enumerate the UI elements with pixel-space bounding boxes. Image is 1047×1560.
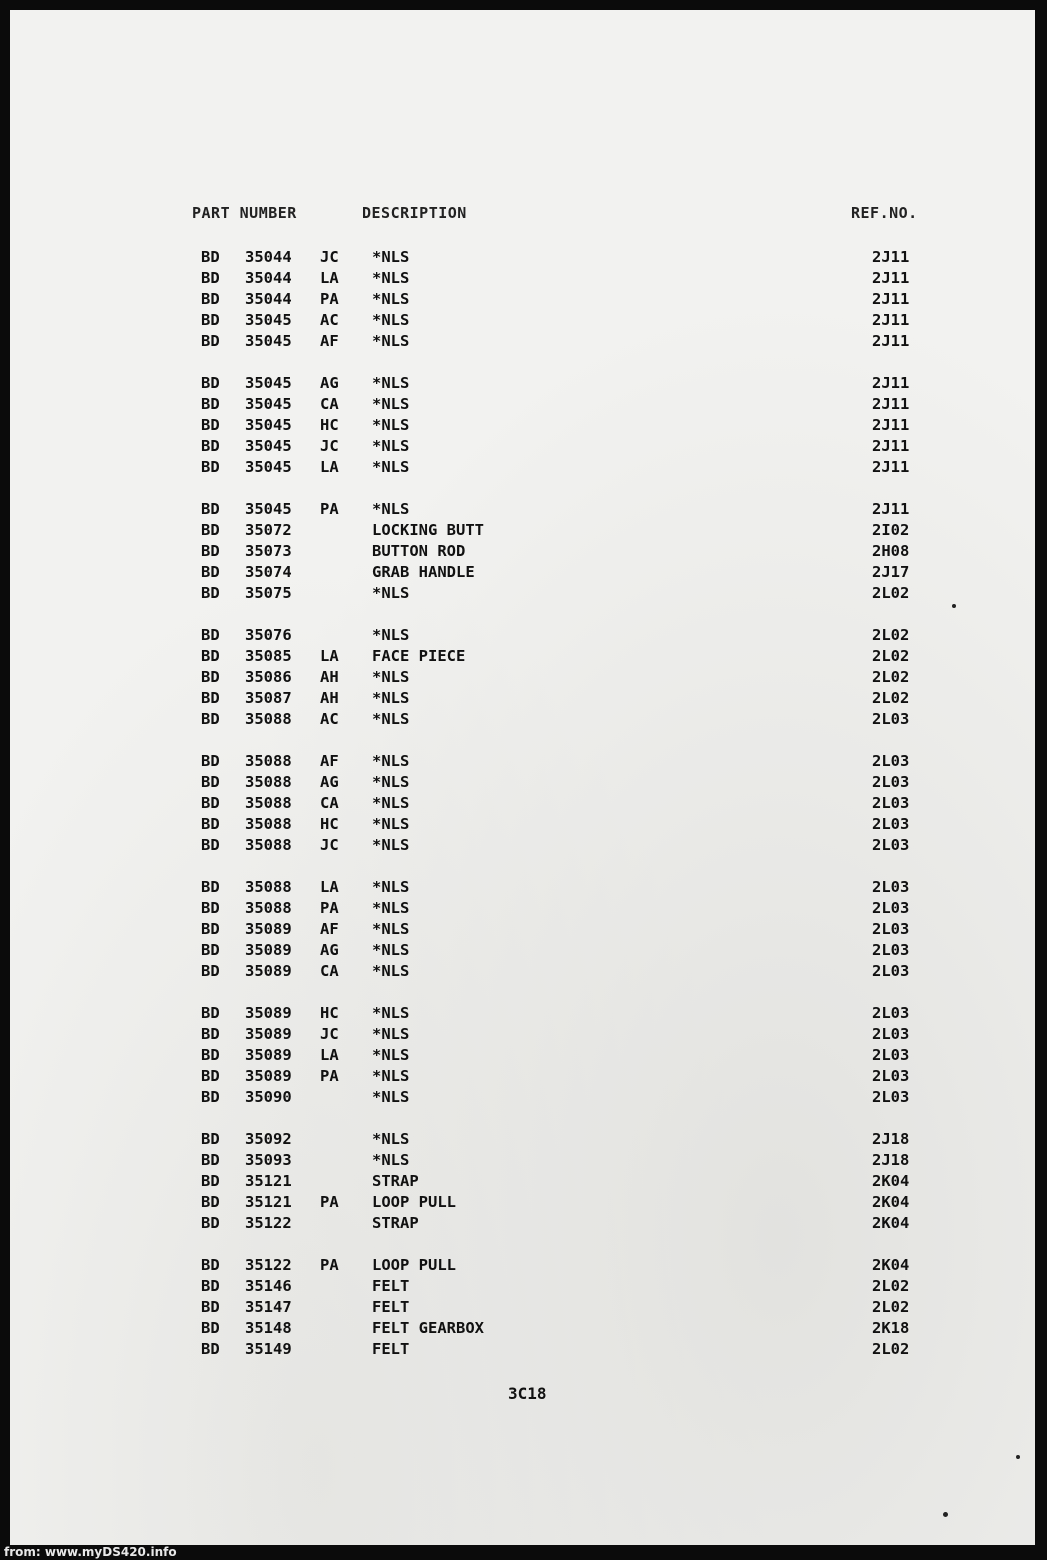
part-prefix: BD	[201, 1319, 220, 1337]
part-description: *NLS	[372, 878, 410, 896]
part-description: *NLS	[372, 332, 410, 350]
part-suffix: CA	[320, 794, 339, 812]
part-suffix: LA	[320, 458, 339, 476]
part-prefix: BD	[201, 332, 220, 350]
part-prefix: BD	[201, 248, 220, 266]
part-suffix: AF	[320, 920, 339, 938]
part-description: *NLS	[372, 815, 410, 833]
ref-number: 2J11	[872, 416, 910, 434]
ref-number: 2J17	[872, 563, 910, 581]
scan-speck	[1016, 1455, 1020, 1459]
table-row	[0, 668, 1047, 688]
part-prefix: BD	[201, 1004, 220, 1022]
table-row	[0, 920, 1047, 940]
ref-number: 2J11	[872, 269, 910, 287]
ref-number: 2L02	[872, 647, 910, 665]
ref-number: 2L03	[872, 1067, 910, 1085]
part-number: 35073	[245, 542, 292, 560]
part-suffix: AG	[320, 374, 339, 392]
part-suffix: JC	[320, 437, 339, 455]
part-prefix: BD	[201, 1025, 220, 1043]
ref-number: 2L02	[872, 584, 910, 602]
part-suffix: AF	[320, 332, 339, 350]
part-suffix: HC	[320, 1004, 339, 1022]
part-description: *NLS	[372, 248, 410, 266]
part-number: 35045	[245, 500, 292, 518]
ref-number: 2L03	[872, 878, 910, 896]
part-description: *NLS	[372, 311, 410, 329]
ref-number: 2K04	[872, 1256, 910, 1274]
part-prefix: BD	[201, 395, 220, 413]
part-description: FELT	[372, 1298, 410, 1316]
part-prefix: BD	[201, 752, 220, 770]
table-row	[0, 710, 1047, 730]
table-row	[0, 563, 1047, 583]
part-number: 35088	[245, 710, 292, 728]
ref-number: 2L03	[872, 1025, 910, 1043]
part-prefix: BD	[201, 1088, 220, 1106]
part-prefix: BD	[201, 1172, 220, 1190]
part-number: 35045	[245, 311, 292, 329]
part-description: *NLS	[372, 1046, 410, 1064]
table-row	[0, 626, 1047, 646]
part-description: *NLS	[372, 395, 410, 413]
part-number: 35089	[245, 962, 292, 980]
part-prefix: BD	[201, 794, 220, 812]
table-row	[0, 332, 1047, 352]
table-row	[0, 1151, 1047, 1171]
part-prefix: BD	[201, 836, 220, 854]
part-suffix: LA	[320, 878, 339, 896]
part-prefix: BD	[201, 1046, 220, 1064]
part-prefix: BD	[201, 1151, 220, 1169]
ref-number: 2J18	[872, 1151, 910, 1169]
part-prefix: BD	[201, 458, 220, 476]
ref-number: 2L03	[872, 1004, 910, 1022]
part-prefix: BD	[201, 311, 220, 329]
ref-number: 2K18	[872, 1319, 910, 1337]
ref-number: 2L02	[872, 689, 910, 707]
part-prefix: BD	[201, 563, 220, 581]
part-prefix: BD	[201, 962, 220, 980]
part-number: 35045	[245, 374, 292, 392]
header-part-number: PART NUMBER	[192, 204, 297, 222]
table-row	[0, 521, 1047, 541]
ref-number: 2J11	[872, 437, 910, 455]
part-prefix: BD	[201, 542, 220, 560]
ref-number: 2L03	[872, 752, 910, 770]
part-number: 35085	[245, 647, 292, 665]
part-suffix: HC	[320, 416, 339, 434]
part-number: 35044	[245, 269, 292, 287]
part-number: 35045	[245, 437, 292, 455]
table-row	[0, 647, 1047, 667]
part-suffix: LA	[320, 269, 339, 287]
part-prefix: BD	[201, 1214, 220, 1232]
part-description: *NLS	[372, 668, 410, 686]
ref-number: 2J18	[872, 1130, 910, 1148]
part-description: *NLS	[372, 1130, 410, 1148]
part-prefix: BD	[201, 290, 220, 308]
table-row	[0, 899, 1047, 919]
part-description: *NLS	[372, 1151, 410, 1169]
part-description: LOOP PULL	[372, 1256, 456, 1274]
table-row	[0, 1025, 1047, 1045]
part-number: 35149	[245, 1340, 292, 1358]
table-row	[0, 815, 1047, 835]
ref-number: 2L02	[872, 626, 910, 644]
part-description: FACE PIECE	[372, 647, 466, 665]
part-suffix: AC	[320, 710, 339, 728]
ref-number: 2L03	[872, 1046, 910, 1064]
ref-number: 2I02	[872, 521, 910, 539]
part-number: 35088	[245, 794, 292, 812]
part-prefix: BD	[201, 1193, 220, 1211]
part-number: 35092	[245, 1130, 292, 1148]
ref-number: 2L03	[872, 815, 910, 833]
part-prefix: BD	[201, 899, 220, 917]
part-prefix: BD	[201, 416, 220, 434]
part-description: LOOP PULL	[372, 1193, 456, 1211]
table-row	[0, 1214, 1047, 1234]
table-row	[0, 416, 1047, 436]
table-row	[0, 773, 1047, 793]
table-row	[0, 1340, 1047, 1360]
part-number: 35122	[245, 1256, 292, 1274]
part-number: 35122	[245, 1214, 292, 1232]
ref-number: 2J11	[872, 290, 910, 308]
table-row	[0, 395, 1047, 415]
part-number: 35089	[245, 920, 292, 938]
part-description: STRAP	[372, 1172, 419, 1190]
part-number: 35045	[245, 416, 292, 434]
table-row	[0, 269, 1047, 289]
ref-number: 2L03	[872, 794, 910, 812]
part-number: 35093	[245, 1151, 292, 1169]
part-prefix: BD	[201, 269, 220, 287]
part-prefix: BD	[201, 920, 220, 938]
ref-number: 2L02	[872, 1340, 910, 1358]
part-number: 35089	[245, 941, 292, 959]
part-description: *NLS	[372, 773, 410, 791]
part-description: FELT	[372, 1277, 410, 1295]
part-number: 35121	[245, 1193, 292, 1211]
part-prefix: BD	[201, 626, 220, 644]
part-number: 35088	[245, 752, 292, 770]
ref-number: 2L03	[872, 1088, 910, 1106]
table-row	[0, 752, 1047, 772]
part-suffix: PA	[320, 290, 339, 308]
part-description: *NLS	[372, 752, 410, 770]
part-prefix: BD	[201, 584, 220, 602]
ref-number: 2J11	[872, 332, 910, 350]
part-prefix: BD	[201, 1256, 220, 1274]
part-prefix: BD	[201, 500, 220, 518]
part-prefix: BD	[201, 815, 220, 833]
part-number: 35044	[245, 248, 292, 266]
part-prefix: BD	[201, 1340, 220, 1358]
table-row	[0, 584, 1047, 604]
ref-number: 2J11	[872, 458, 910, 476]
part-suffix: HC	[320, 815, 339, 833]
table-row	[0, 1193, 1047, 1213]
part-number: 35045	[245, 332, 292, 350]
part-suffix: AF	[320, 752, 339, 770]
ref-number: 2J11	[872, 395, 910, 413]
table-row	[0, 437, 1047, 457]
part-suffix: CA	[320, 395, 339, 413]
part-number: 35090	[245, 1088, 292, 1106]
ref-number: 2L03	[872, 710, 910, 728]
source-footer: from: www.myDS420.info	[4, 1545, 177, 1559]
part-number: 35147	[245, 1298, 292, 1316]
table-row	[0, 374, 1047, 394]
part-suffix: JC	[320, 1025, 339, 1043]
table-row	[0, 962, 1047, 982]
ref-number: 2H08	[872, 542, 910, 560]
page-number: 3C18	[508, 1384, 547, 1403]
part-number: 35088	[245, 815, 292, 833]
part-number: 35088	[245, 878, 292, 896]
table-row	[0, 794, 1047, 814]
part-description: *NLS	[372, 836, 410, 854]
part-suffix: PA	[320, 1067, 339, 1085]
part-number: 35088	[245, 836, 292, 854]
part-prefix: BD	[201, 878, 220, 896]
part-number: 35044	[245, 290, 292, 308]
header-ref-no: REF.NO.	[851, 204, 918, 222]
part-suffix: JC	[320, 836, 339, 854]
part-description: *NLS	[372, 1088, 410, 1106]
part-prefix: BD	[201, 710, 220, 728]
part-suffix: JC	[320, 248, 339, 266]
part-suffix: CA	[320, 962, 339, 980]
part-number: 35089	[245, 1067, 292, 1085]
part-number: 35088	[245, 773, 292, 791]
part-description: *NLS	[372, 1067, 410, 1085]
part-number: 35076	[245, 626, 292, 644]
table-row	[0, 248, 1047, 268]
part-description: *NLS	[372, 290, 410, 308]
part-description: *NLS	[372, 374, 410, 392]
part-description: *NLS	[372, 941, 410, 959]
part-prefix: BD	[201, 1298, 220, 1316]
table-row	[0, 941, 1047, 961]
part-number: 35148	[245, 1319, 292, 1337]
part-number: 35089	[245, 1025, 292, 1043]
part-number: 35089	[245, 1004, 292, 1022]
ref-number: 2K04	[872, 1214, 910, 1232]
scan-speck	[943, 1512, 948, 1517]
part-prefix: BD	[201, 1130, 220, 1148]
part-number: 35075	[245, 584, 292, 602]
header-description: DESCRIPTION	[362, 204, 467, 222]
table-row	[0, 836, 1047, 856]
part-number: 35121	[245, 1172, 292, 1190]
part-description: *NLS	[372, 899, 410, 917]
table-row	[0, 1277, 1047, 1297]
part-description: STRAP	[372, 1214, 419, 1232]
part-description: *NLS	[372, 458, 410, 476]
part-description: *NLS	[372, 710, 410, 728]
part-description: *NLS	[372, 500, 410, 518]
ref-number: 2L02	[872, 1298, 910, 1316]
part-prefix: BD	[201, 1067, 220, 1085]
ref-number: 2L03	[872, 941, 910, 959]
part-number: 35045	[245, 395, 292, 413]
table-row	[0, 1067, 1047, 1087]
part-description: FELT	[372, 1340, 410, 1358]
part-suffix: AC	[320, 311, 339, 329]
table-row	[0, 1004, 1047, 1024]
table-row	[0, 500, 1047, 520]
table-row	[0, 1298, 1047, 1318]
part-prefix: BD	[201, 1277, 220, 1295]
ref-number: 2L02	[872, 668, 910, 686]
part-description: *NLS	[372, 1025, 410, 1043]
part-number: 35088	[245, 899, 292, 917]
ref-number: 2K04	[872, 1172, 910, 1190]
ref-number: 2L03	[872, 962, 910, 980]
part-number: 35089	[245, 1046, 292, 1064]
table-row	[0, 689, 1047, 709]
table-row	[0, 1172, 1047, 1192]
table-row	[0, 1046, 1047, 1066]
part-prefix: BD	[201, 647, 220, 665]
table-row	[0, 1088, 1047, 1108]
part-prefix: BD	[201, 668, 220, 686]
part-suffix: PA	[320, 500, 339, 518]
part-suffix: LA	[320, 647, 339, 665]
table-row	[0, 458, 1047, 478]
table-row	[0, 1256, 1047, 1276]
part-description: *NLS	[372, 269, 410, 287]
part-description: *NLS	[372, 437, 410, 455]
part-number: 35045	[245, 458, 292, 476]
table-row	[0, 1319, 1047, 1339]
part-description: *NLS	[372, 920, 410, 938]
part-description: *NLS	[372, 1004, 410, 1022]
ref-number: 2J11	[872, 374, 910, 392]
part-description: *NLS	[372, 689, 410, 707]
part-description: LOCKING BUTT	[372, 521, 484, 539]
part-prefix: BD	[201, 374, 220, 392]
part-description: FELT GEARBOX	[372, 1319, 484, 1337]
ref-number: 2L02	[872, 1277, 910, 1295]
ref-number: 2L03	[872, 773, 910, 791]
part-prefix: BD	[201, 941, 220, 959]
table-row	[0, 311, 1047, 331]
table-row	[0, 878, 1047, 898]
part-description: *NLS	[372, 794, 410, 812]
part-suffix: PA	[320, 1256, 339, 1274]
part-number: 35074	[245, 563, 292, 581]
part-suffix: AH	[320, 668, 339, 686]
part-suffix: LA	[320, 1046, 339, 1064]
part-description: *NLS	[372, 962, 410, 980]
part-suffix: PA	[320, 899, 339, 917]
ref-number: 2J11	[872, 311, 910, 329]
ref-number: 2L03	[872, 836, 910, 854]
part-suffix: AH	[320, 689, 339, 707]
part-suffix: PA	[320, 1193, 339, 1211]
part-number: 35072	[245, 521, 292, 539]
ref-number: 2L03	[872, 899, 910, 917]
part-number: 35086	[245, 668, 292, 686]
part-suffix: AG	[320, 773, 339, 791]
part-prefix: BD	[201, 773, 220, 791]
table-row	[0, 542, 1047, 562]
part-number: 35087	[245, 689, 292, 707]
part-prefix: BD	[201, 689, 220, 707]
part-description: *NLS	[372, 584, 410, 602]
ref-number: 2J11	[872, 500, 910, 518]
table-row	[0, 1130, 1047, 1150]
part-description: GRAB HANDLE	[372, 563, 475, 581]
part-description: BUTTON ROD	[372, 542, 466, 560]
ref-number: 2K04	[872, 1193, 910, 1211]
part-number: 35146	[245, 1277, 292, 1295]
scan-speck	[952, 604, 956, 608]
ref-number: 2J11	[872, 248, 910, 266]
part-description: *NLS	[372, 416, 410, 434]
part-prefix: BD	[201, 521, 220, 539]
ref-number: 2L03	[872, 920, 910, 938]
table-row	[0, 290, 1047, 310]
part-prefix: BD	[201, 437, 220, 455]
part-suffix: AG	[320, 941, 339, 959]
part-description: *NLS	[372, 626, 410, 644]
